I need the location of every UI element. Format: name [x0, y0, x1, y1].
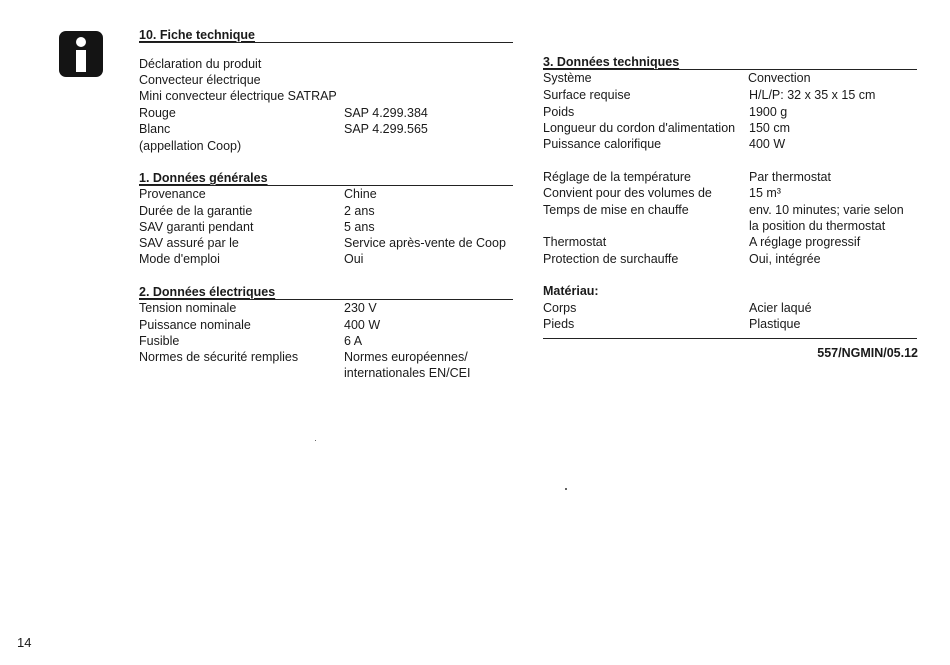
- fiche-row-value: SAP 4.299.384: [344, 106, 428, 120]
- techniques-row-value: 1900 g: [749, 105, 788, 119]
- electriques-row-label: Fusible: [139, 334, 180, 348]
- generales-row-value: Service après-vente de Coop: [344, 236, 506, 250]
- generales-row-value: 5 ans: [344, 220, 375, 234]
- generales-row: [139, 186, 519, 202]
- scan-speck: [315, 440, 316, 441]
- techniques-row: [543, 136, 923, 152]
- techniques-row-value: 15 m³: [749, 186, 781, 200]
- generales-row: [139, 219, 519, 235]
- techniques-row-value: A réglage progressif: [749, 235, 861, 249]
- materiau-rule: [543, 338, 917, 339]
- info-icon-stem: [76, 50, 86, 72]
- generales-row-value: Chine: [344, 187, 377, 201]
- generales-row-value: 2 ans: [344, 204, 375, 218]
- techniques-row: [543, 87, 923, 103]
- techniques-row: [543, 104, 923, 120]
- fiche-line: Déclaration du produit: [139, 57, 262, 71]
- techniques-continuation: la position du thermostat: [749, 219, 886, 233]
- materiau-heading: Matériau:: [543, 284, 599, 298]
- materiau-row-value: Acier laqué: [749, 301, 812, 315]
- electriques-row-label: Normes de sécurité remplies: [139, 350, 299, 364]
- materiau-row: [543, 316, 923, 332]
- techniques-row-value: Par thermostat: [749, 170, 831, 184]
- techniques-row-value: 150 cm: [749, 121, 790, 135]
- techniques-row: [543, 251, 923, 267]
- electriques-row: [139, 317, 519, 333]
- generales-row-label: Mode d'emploi: [139, 252, 220, 266]
- electriques-continuation: internationales EN/CEI: [344, 366, 471, 380]
- techniques-row-label: Réglage de la température: [543, 170, 692, 184]
- fiche-row: [139, 105, 519, 121]
- fiche-row-value: SAP 4.299.565: [344, 122, 428, 136]
- techniques-row-value: env. 10 minutes; varie selon: [749, 203, 904, 217]
- fiche-row-label: Blanc: [139, 122, 171, 136]
- donnees-techniques-heading: 3. Données techniques: [543, 55, 680, 69]
- generales-row-label: Durée de la garantie: [139, 204, 253, 218]
- electriques-row-value: 6 A: [344, 334, 363, 348]
- electriques-row-value: 400 W: [344, 318, 381, 332]
- materiau-row-label: Corps: [543, 301, 577, 315]
- generales-row: [139, 235, 519, 251]
- document-reference: 557/NGMIN/05.12: [817, 346, 918, 360]
- electriques-row-label: Puissance nominale: [139, 318, 251, 332]
- generales-row-value: Oui: [344, 252, 364, 266]
- donnees-electriques-heading: 2. Données électriques: [139, 285, 276, 299]
- page-number: 14: [17, 635, 32, 650]
- info-icon: [59, 31, 103, 77]
- fiche-row: [139, 121, 519, 137]
- generales-row-label: SAV garanti pendant: [139, 220, 254, 234]
- techniques-row-value: Convection: [748, 71, 811, 85]
- generales-row-label: SAV assuré par le: [139, 236, 239, 250]
- materiau-row-value: Plastique: [749, 317, 801, 331]
- generales-row: [139, 251, 519, 267]
- techniques-row: [543, 185, 923, 201]
- techniques-row: [543, 234, 923, 250]
- techniques-row-label: Protection de surchauffe: [543, 252, 679, 266]
- techniques-row-value: 400 W: [749, 137, 786, 151]
- techniques-row-label: Système: [543, 71, 592, 85]
- donnees-generales-heading: 1. Données générales: [139, 171, 268, 185]
- techniques-row-label: Poids: [543, 105, 575, 119]
- generales-row-label: Provenance: [139, 187, 206, 201]
- electriques-row: [139, 333, 519, 349]
- techniques-row-label: Temps de mise en chauffe: [543, 203, 689, 217]
- techniques-row-label: Convient pour des volumes de: [543, 186, 712, 200]
- techniques-row: [543, 169, 923, 185]
- info-icon-dot: [76, 37, 86, 47]
- techniques-row-value: Oui, intégrée: [749, 252, 821, 266]
- fiche-note: (appellation Coop): [139, 139, 242, 153]
- fiche-technique-heading: 10. Fiche technique: [139, 28, 256, 42]
- electriques-row-value: 230 V: [344, 301, 377, 315]
- techniques-row: [543, 202, 923, 218]
- fiche-technique-rule: [139, 42, 513, 43]
- electriques-row-value: Normes européennes/: [344, 350, 468, 364]
- techniques-row: [543, 120, 923, 136]
- techniques-row-label: Thermostat: [543, 235, 607, 249]
- techniques-row-label: Longueur du cordon d'alimentation: [543, 121, 736, 135]
- techniques-row-label: Surface requise: [543, 88, 631, 102]
- techniques-row-label: Puissance calorifique: [543, 137, 662, 151]
- electriques-row-label: Tension nominale: [139, 301, 237, 315]
- generales-row: [139, 203, 519, 219]
- fiche-line: Convecteur électrique: [139, 73, 261, 87]
- materiau-row-label: Pieds: [543, 317, 575, 331]
- electriques-row: [139, 349, 519, 365]
- materiau-row: [543, 300, 923, 316]
- fiche-line: Mini convecteur électrique SATRAP: [139, 89, 337, 103]
- scan-speck: [565, 488, 567, 490]
- techniques-row: [543, 70, 923, 86]
- fiche-row-label: Rouge: [139, 106, 176, 120]
- techniques-row-value: H/L/P: 32 x 35 x 15 cm: [749, 88, 876, 102]
- electriques-row: [139, 300, 519, 316]
